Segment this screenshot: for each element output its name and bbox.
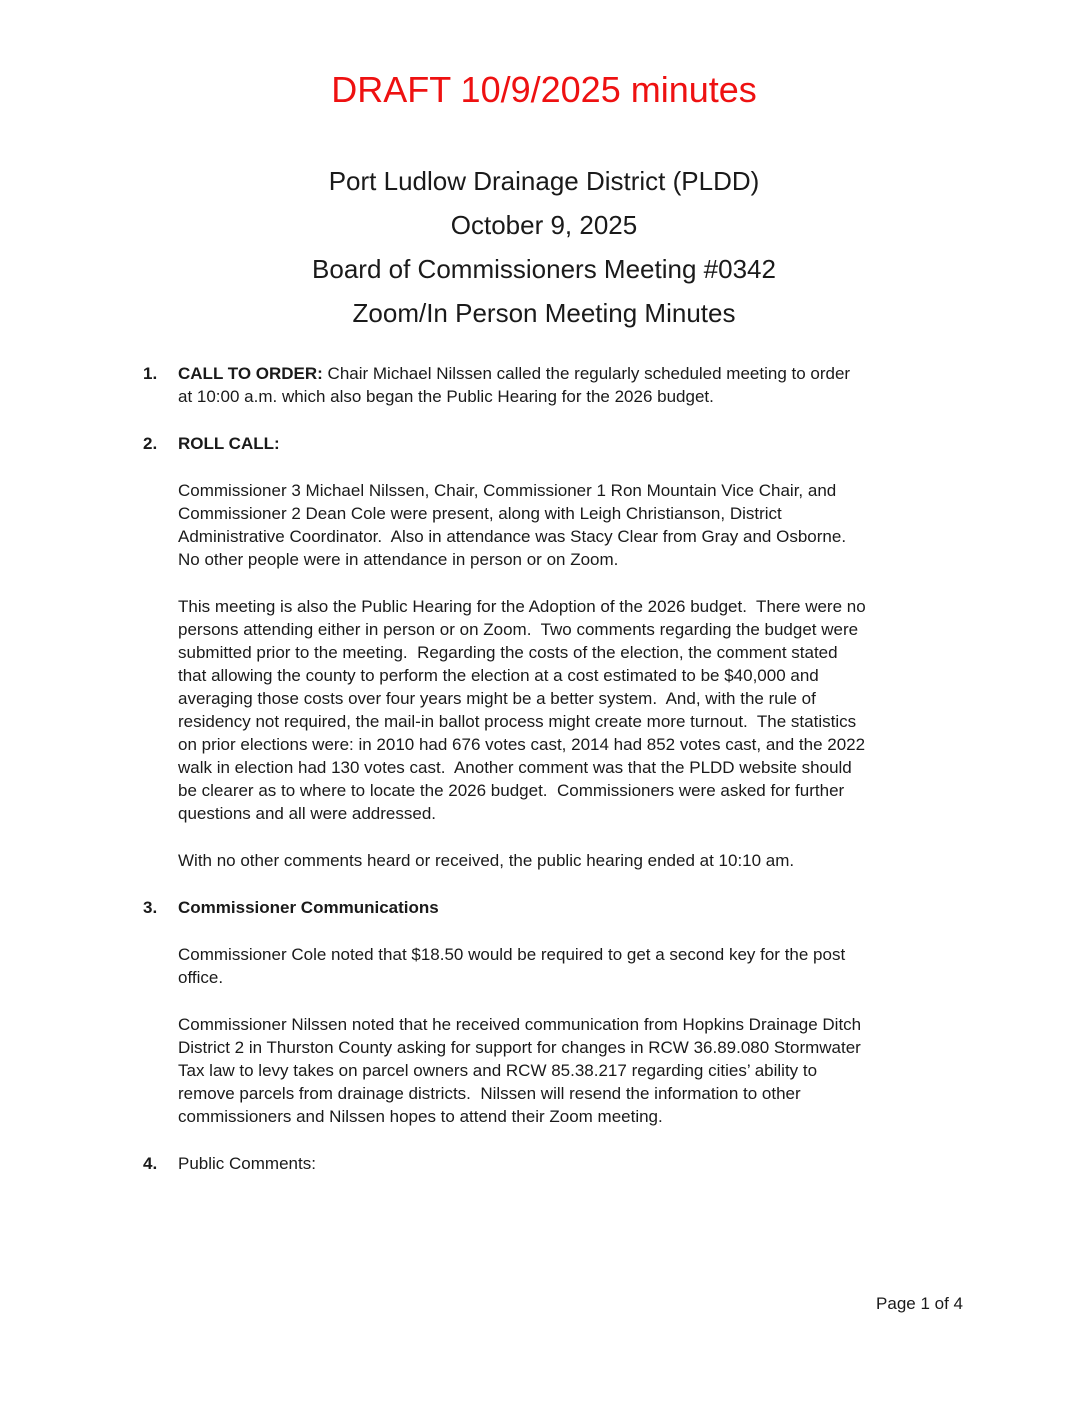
section-label: ROLL CALL: xyxy=(178,434,280,453)
meeting-org-line: Port Ludlow Drainage District (PLDD) xyxy=(328,166,760,196)
meeting-number-line: Board of Commissioners Meeting #0342 xyxy=(312,254,776,284)
page-number-footer: Page 1 of 4 xyxy=(876,1294,963,1313)
section-public-comments xyxy=(143,1152,866,1175)
section-number: 4. xyxy=(143,1154,158,1173)
section-text: Chair Michael Nilssen called the regularly scheduled meeting to order at 10:00 a.m. which also began the Public Hearing for the 2026 budget. xyxy=(178,364,855,406)
roll-call-attendance-paragraph: Commissioner 3 Michael Nilssen, Chair, Commissioner 1 Ron Mountain Vice Chair, and Commissioner 2 Dean Cole were present, along with Leigh Christianson, District Administrative Coordinator. Also in attendance was Stacy Clear from Gray and Osborne. No other people were in attendance in person or on Zoom. xyxy=(178,481,856,569)
section-number: 1. xyxy=(143,364,158,383)
cole-post-office-paragraph: Commissioner Cole noted that $18.50 would be required to get a second key for the post office. xyxy=(178,945,850,987)
section-roll-call xyxy=(143,432,866,455)
document-heading xyxy=(0,166,1088,328)
section-number: 2. xyxy=(143,434,158,453)
section-label: CALL TO ORDER: xyxy=(178,364,323,383)
nilssen-hopkins-paragraph: Commissioner Nilssen noted that he received communication from Hopkins Drainage Ditch District 2 in Thurston County asking for support for changes in RCW 36.89.080 Stormwater Tax law to levy takes on parcel owners and RCW 85.38.217 regarding cities’ ability to remove parcels from drainage districts. Nilssen will resend the information to other commissioners and Nilssen hopes to attend their Zoom meeting. xyxy=(178,1015,866,1126)
section-label: Public Comments: xyxy=(178,1154,316,1173)
public-hearing-paragraph: This meeting is also the Public Hearing for the Adoption of the 2026 budget. There were no persons attending either in person or on Zoom. Two comments regarding the budget were submitted prior to the meeting. Regarding the costs of the election, the comment stated that allowing the county to perform the election at a cost estimated to be $40,000 and averaging those costs over four years might be a better system. And, with the rule of residency not required, the mail-in ballot process might create more turnout. The statistics on prior elections were: in 2010 had 676 votes cast, 2014 had 852 votes cast, and the 2022 walk in election had 130 votes cast. Another comment was that the PLDD website should be clearer as to where to locate the 2026 budget. Commissioners were asked for further questions and all were addressed. xyxy=(178,597,871,823)
section-number: 3. xyxy=(143,898,158,917)
meeting-type-line: Zoom/In Person Meeting Minutes xyxy=(352,298,736,328)
section-call-to-order xyxy=(143,362,866,408)
hearing-end-paragraph: With no other comments heard or received, the public hearing ended at 10:10 am. xyxy=(178,851,795,870)
meeting-date-line: October 9, 2025 xyxy=(450,210,638,240)
document-body xyxy=(143,362,871,1199)
section-commissioner-communications xyxy=(143,896,866,919)
section-label: Commissioner Communications xyxy=(178,898,439,917)
draft-title: DRAFT 10/9/2025 minutes xyxy=(331,69,757,110)
